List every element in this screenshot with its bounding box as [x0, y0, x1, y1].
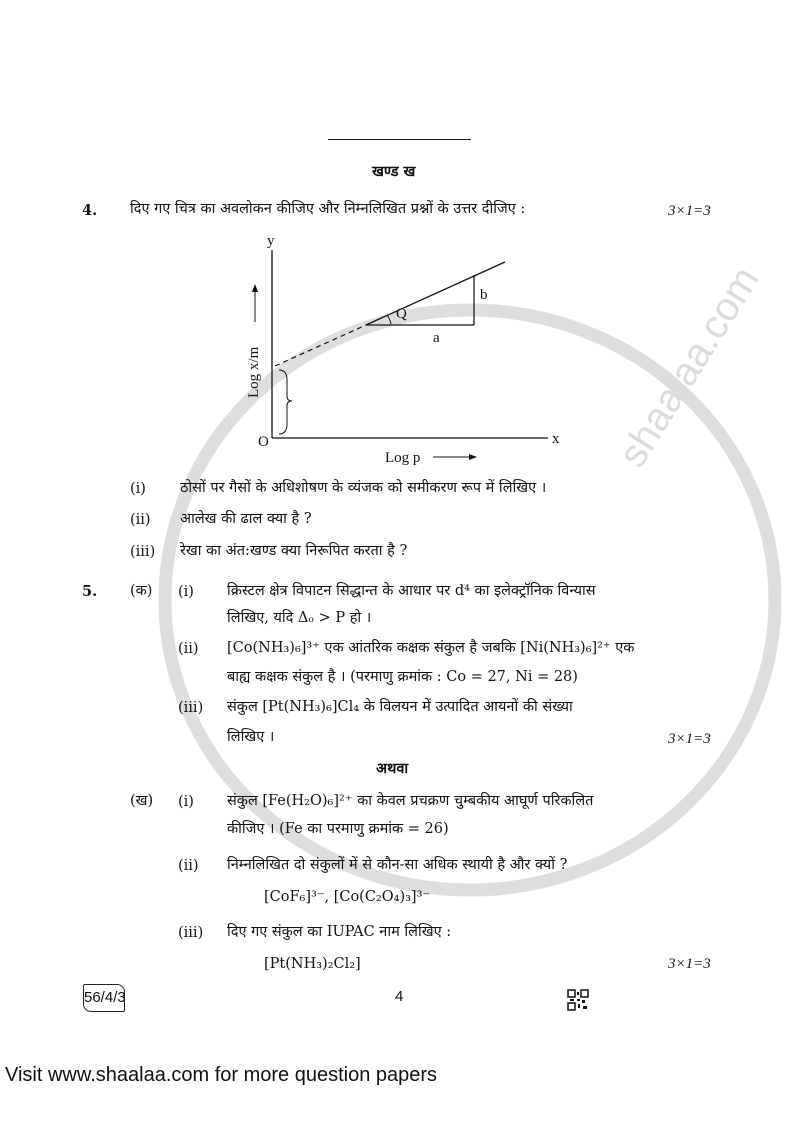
y-quantity-label: Log x/m [246, 346, 262, 398]
q5a-part-line2: लिखिए । [227, 729, 275, 745]
q4-part-text: ठोसों पर गैसों के अधिशोषण के व्यंजक को समीकरण रूप में लिखिए । [180, 480, 547, 496]
q5b-part-line2: कीजिए । (Fe का परमाणु क्रमांक = 26) [227, 821, 449, 837]
q5a-part-line1: संकुल [Pt(NH₃)₆]Cl₄ के विलयन में उत्पादित आयनों की संख्या [227, 699, 573, 715]
q5a-part-line2: बाह्य कक्षक संकुल है । (परमाणु क्रमांक : Co = 27, Ni = 28) [227, 669, 578, 685]
or-label: अथवा [376, 760, 409, 777]
a-label: a [433, 330, 440, 346]
q5a-marks: 3×1=3 [668, 731, 711, 747]
q5a-part-line1: क्रिस्टल क्षेत्र विपाटन सिद्धान्त के आधार पर d⁴ का इलेक्ट्रॉनिक विन्यास [227, 583, 596, 599]
q5a-part-num: (ii) [178, 641, 199, 657]
angle-arc [387, 315, 391, 324]
q5b-part-line2: [Pt(NH₃)₂Cl₂] [264, 956, 361, 972]
q5a-part-line2: लिखिए, यदि Δₒ > P हो । [227, 610, 372, 626]
q5a-part-num: (iii) [178, 700, 204, 716]
watermark-text: shaalaa.com [610, 259, 768, 475]
q4-part-text: आलेख की ढाल क्या है ? [180, 511, 312, 527]
q4-number: 4. [82, 202, 98, 219]
section-title: खण्ड ख [372, 163, 416, 180]
q5b-part-line1: दिए गए संकुल का IUPAC नाम लिखिए : [227, 924, 452, 940]
extrapolated-line [275, 325, 366, 366]
q4-part-num: (i) [130, 481, 146, 497]
b-label: b [480, 287, 488, 303]
adsorption-diagram [0, 0, 800, 480]
q4-text: दिए गए चित्र का अवलोकन कीजिए और निम्नलिखित प्रश्नों के उत्तर दीजिए : [130, 201, 526, 217]
angle-label: Q [396, 306, 407, 322]
page-number: 4 [395, 988, 404, 1005]
q5b-part-line1: निम्नलिखित दो संकुलों में से कौन-सा अधिक स्थायी है और क्यों ? [227, 857, 568, 873]
q5b-part-line1: संकुल [Fe(H₂O)₆]²⁺ का केवल प्रचक्रण चुम्बकीय आघूर्ण परिकलित [227, 793, 594, 809]
q4-part-text: रेखा का अंत:खण्ड क्या निरूपित करता है ? [180, 543, 408, 559]
q5b-marks: 3×1=3 [668, 956, 711, 972]
q5b-part-num: (ii) [178, 858, 199, 874]
y-axis-label: y [267, 233, 275, 249]
q5-number: 5. [82, 583, 98, 600]
origin-label: O [258, 434, 269, 450]
q5-a-label: (क) [130, 583, 153, 599]
x-axis-label: x [552, 431, 560, 447]
visit-link[interactable]: Visit www.shaalaa.com for more question papers [5, 1064, 438, 1086]
q5b-part-num: (i) [178, 794, 194, 810]
intercept-brace [279, 370, 292, 434]
q5-b-label: (ख) [130, 793, 154, 809]
q4-part-num: (iii) [130, 544, 156, 560]
q5a-part-num: (i) [178, 584, 194, 600]
qr-code-icon [567, 989, 589, 1011]
q4-marks: 3×1=3 [668, 203, 711, 219]
x-quantity-label: Log p [385, 450, 421, 466]
paper-code: 56/4/3 [83, 984, 125, 1012]
q4-part-num: (ii) [130, 512, 151, 528]
q5b-part-num: (iii) [178, 925, 204, 941]
q5a-part-line1: [Co(NH₃)₆]³⁺ एक आंतरिक कक्षक संकुल है जबकि [Ni(NH₃)₆]²⁺ एक [227, 640, 635, 656]
q5b-part-line2: [CoF₆]³⁻, [Co(C₂O₄)₃]³⁻ [264, 889, 431, 905]
